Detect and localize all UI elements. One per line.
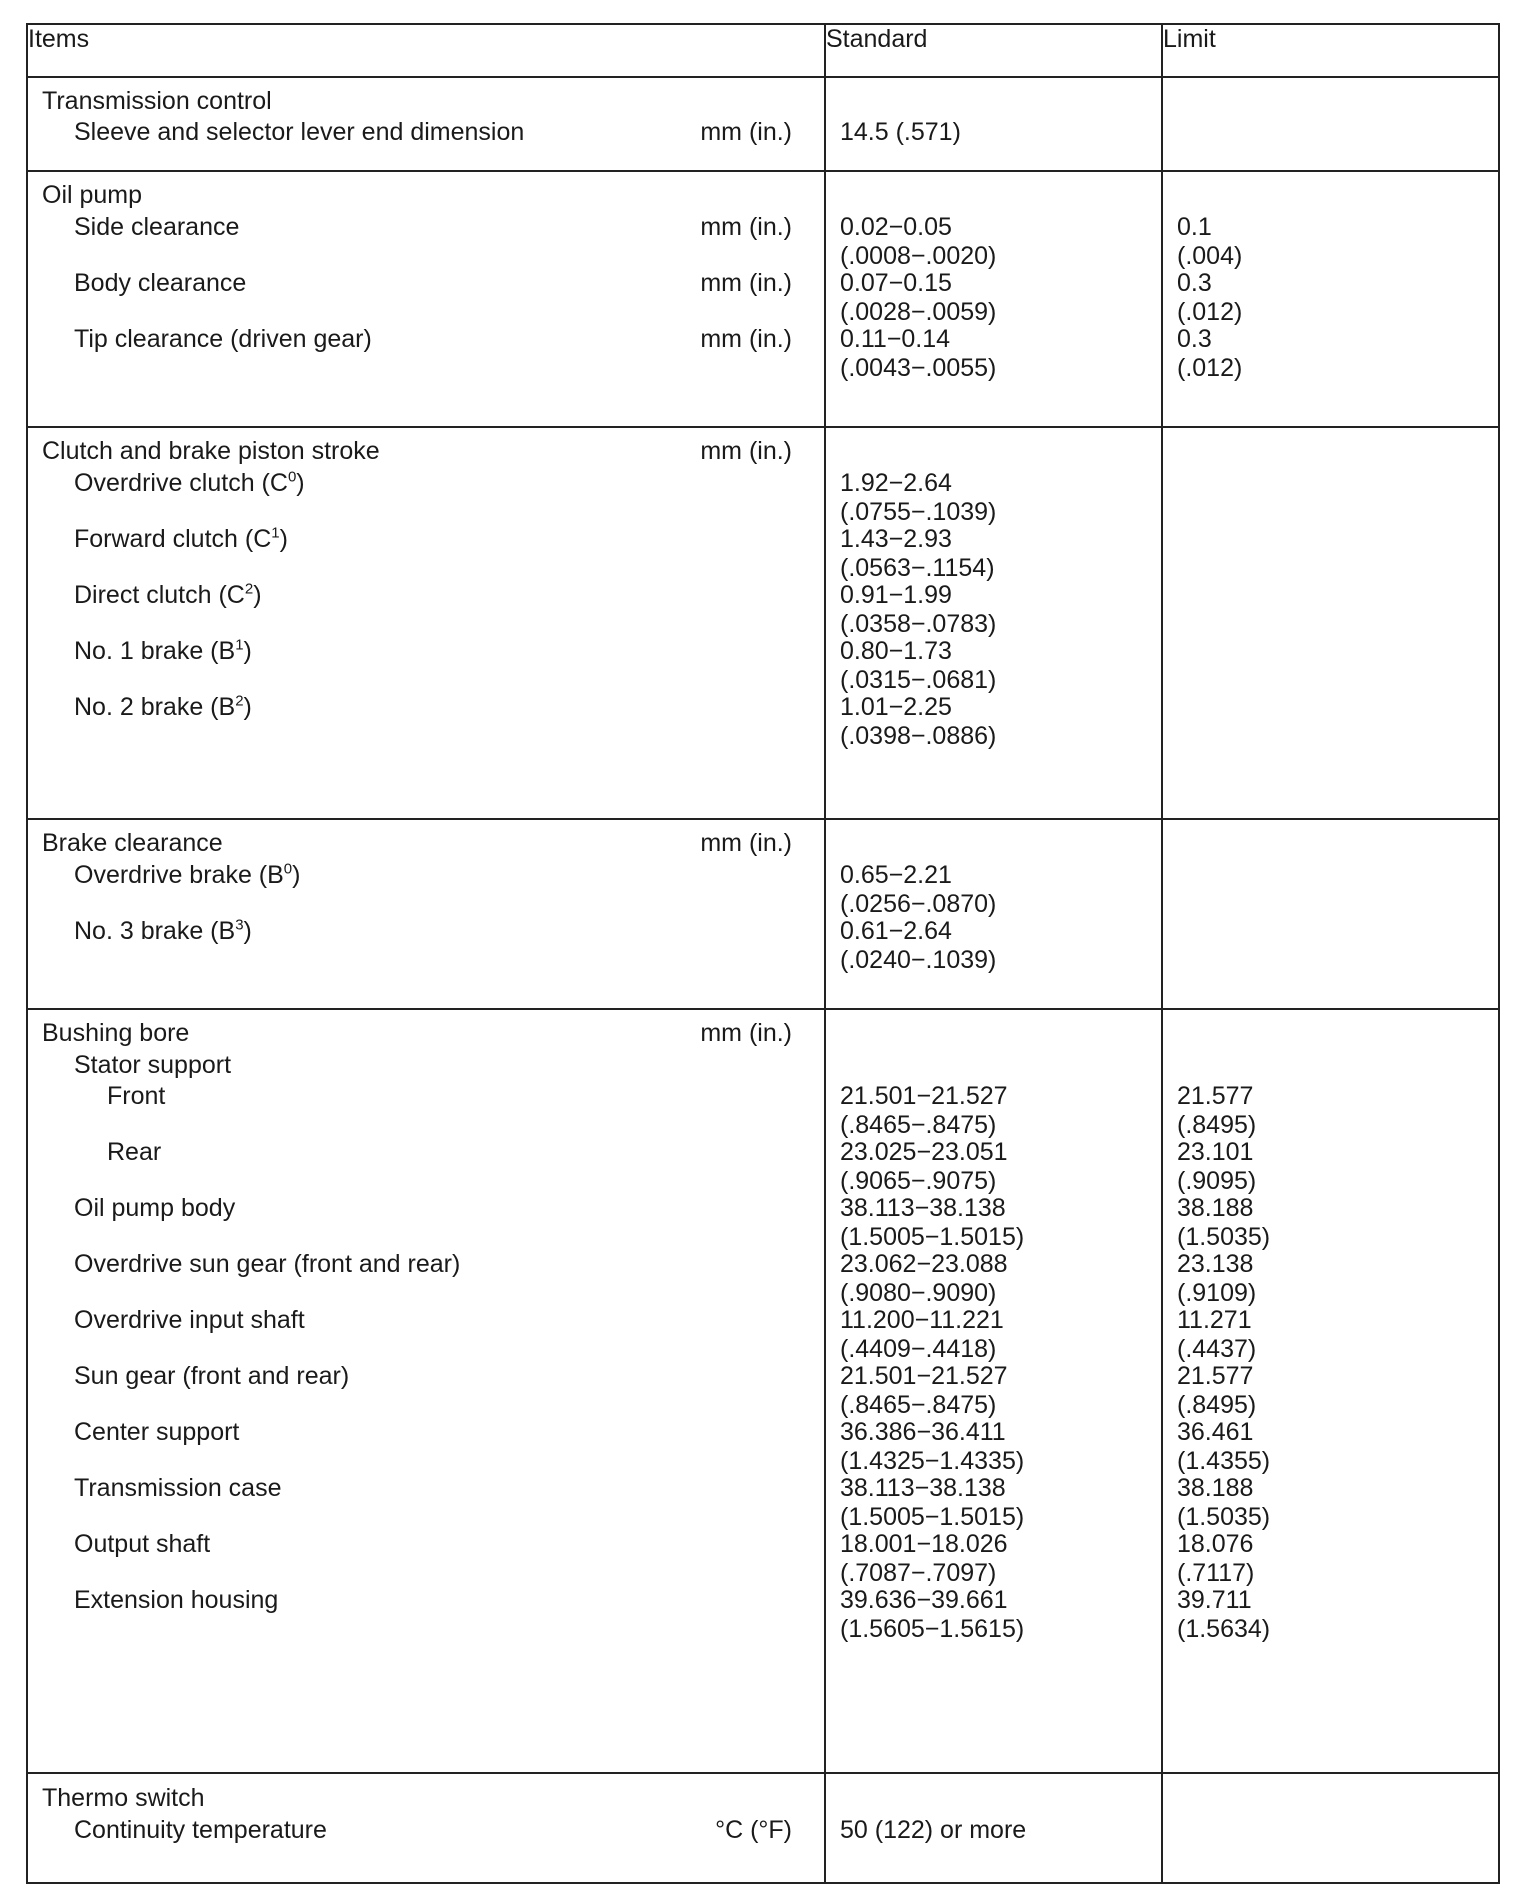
item-row [28,693,824,722]
item-label: Tip clearance (driven gear) [74,325,372,354]
item-row [28,525,824,554]
standard-value: 0.61−2.64 [840,917,952,946]
standard-value: 38.113−38.138 [840,1193,1006,1222]
items-cell [27,1773,825,1883]
item-label: Body clearance [74,269,247,298]
limit-value: 18.076 [1177,1529,1254,1558]
item-label: No. 3 brake (B [74,917,236,946]
item-label-end: ) [243,917,252,946]
item-row [28,1082,824,1111]
standard-value: (1.5005−1.5015) [840,1502,1025,1531]
limit-value: 23.138 [1177,1249,1254,1278]
standard-value: 0.80−1.73 [840,637,952,666]
item-row [28,637,824,666]
limit-value: 38.188 [1177,1193,1254,1222]
limit-cell [1162,427,1499,819]
section-title [28,1019,824,1048]
standard-cell [825,1773,1162,1883]
item-row [28,861,824,890]
standard-value: (.0755−.1039) [840,498,997,527]
standard-value: 0.91−1.99 [840,581,952,610]
item-row [28,1194,824,1223]
item-row [28,469,824,498]
limit-value: (.9095) [1177,1166,1257,1195]
standard-cell [825,819,1162,1008]
item-row [28,325,824,354]
item-row [28,1586,824,1615]
item-label-sup: 3 [235,916,244,934]
item-row [28,581,824,610]
items-cell [27,819,825,1008]
item-row [28,118,824,147]
item-label: Overdrive clutch (C [74,469,288,498]
item-label: Oil pump body [74,1193,236,1222]
item-row [28,269,824,298]
limit-value: (1.5035) [1177,1222,1271,1251]
item-label: Center support [74,1417,240,1446]
limit-value: (.7117) [1177,1558,1255,1587]
item-label-end: ) [243,637,252,666]
section-title-text: Transmission control [42,87,272,115]
item-label: Sleeve and selector lever end dimension [74,118,525,146]
limit-value: 23.101 [1177,1137,1254,1166]
item-label: Overdrive brake (B [74,861,284,890]
subgroup-title: Stator support [74,1050,232,1079]
item-label-sup: 0 [287,468,297,486]
limit-value: 38.188 [1177,1473,1254,1502]
limit-value: (.4437) [1177,1334,1257,1363]
limit-value: (.8495) [1177,1390,1257,1419]
item-row [28,1138,824,1167]
limit-cell [1162,1009,1499,1774]
item-label-sup: 1 [271,524,280,542]
item-label: No. 1 brake (B [74,637,236,666]
item-label-end: ) [279,525,288,554]
item-row [28,1418,824,1447]
standard-cell [825,427,1162,819]
standard-cell [825,171,1162,427]
limit-cell [1162,1773,1499,1883]
item-label: Overdrive sun gear (front and rear) [74,1249,461,1278]
standard-value: (1.5605−1.5615) [840,1614,1025,1643]
item-label: Output shaft [74,1529,211,1558]
item-label: Extension housing [74,1585,279,1614]
header-items: Items [27,24,825,77]
item-label: Transmission case [74,1473,282,1502]
standard-value: 0.02−0.05 [840,213,952,242]
item-label: Continuity temperature [74,1816,327,1845]
header-limit: Limit [1162,24,1499,77]
item-row [28,1474,824,1503]
section-title [28,1784,824,1813]
section-title [28,437,824,466]
standard-value: (.8465−.8475) [840,1390,997,1419]
standard-value: (.0398−.0886) [840,722,997,751]
standard-value: (.9080−.9090) [840,1278,997,1307]
standard-value: 36.386−36.411 [840,1417,1006,1446]
limit-value: (1.4355) [1177,1446,1271,1475]
standard-value: 39.636−39.661 [840,1585,1008,1614]
item-row [28,1306,824,1335]
section-row [27,171,1499,427]
standard-value: 23.062−23.088 [840,1249,1008,1278]
item-label-end: ) [296,469,305,498]
item-label: Overdrive input shaft [74,1305,305,1334]
header-standard: Standard [825,24,1162,77]
limit-value: 11.271 [1177,1305,1252,1334]
item-row [28,1362,824,1391]
limit-value: (.8495) [1177,1110,1257,1139]
limit-cell [1162,77,1499,171]
section-row [27,1773,1499,1883]
standard-value: (.0240−.1039) [840,946,997,975]
item-label-end: ) [243,693,252,722]
standard-value: 21.501−21.527 [840,1081,1008,1110]
limit-value: 0.3 [1177,269,1212,298]
unit-label: mm (in.) [700,325,792,354]
item-label-end: ) [292,861,301,890]
header-row [27,24,1499,77]
item-label: Sun gear (front and rear) [74,1361,350,1390]
section-title-text: Bushing bore [42,1018,190,1047]
limit-value: 0.3 [1177,325,1212,354]
standard-value: 23.025−23.051 [840,1137,1008,1166]
section-row [27,1009,1499,1774]
unit-label: mm (in.) [700,269,792,298]
item-label: Front [107,1081,166,1110]
standard-value: (.4409−.4418) [840,1334,997,1363]
standard-value: 21.501−21.527 [840,1361,1008,1390]
item-row [28,1530,824,1559]
limit-value: (1.5035) [1177,1502,1271,1531]
standard-value: (1.4325−1.4335) [840,1446,1025,1475]
items-cell [27,1009,825,1774]
unit-label: mm (in.) [700,118,792,146]
standard-value: (.0358−.0783) [840,610,997,639]
standard-value: (.0028−.0059) [840,298,997,327]
standard-value: (.0315−.0681) [840,666,997,695]
unit-label: mm (in.) [700,829,792,858]
section-title [28,87,824,116]
standard-value: (.8465−.8475) [840,1110,997,1139]
item-label-sup: 2 [235,692,244,710]
standard-value: (.0563−.1154) [840,554,995,583]
limit-value: (.012) [1177,298,1243,327]
limit-value: (1.5634) [1177,1614,1271,1643]
item-label: Rear [107,1137,162,1166]
items-cell [27,427,825,819]
items-cell [27,171,825,427]
limit-value: (.004) [1177,242,1243,271]
standard-value: 11.200−11.221 [840,1305,1004,1334]
limit-value: 0.1 [1177,213,1212,242]
standard-cell [825,77,1162,171]
unit-label: mm (in.) [700,1018,792,1047]
standard-value: 50 (122) or more [840,1816,1027,1845]
section-row [27,77,1499,171]
item-row [28,1250,824,1279]
section-title-text: Thermo switch [42,1784,205,1813]
items-cell [27,77,825,171]
standard-value: 1.01−2.25 [840,693,952,722]
standard-value: 38.113−38.138 [840,1473,1006,1502]
standard-value: 0.11−0.14 [840,325,951,354]
standard-value: 14.5 (.571) [840,118,961,146]
standard-value: 0.07−0.15 [840,269,952,298]
limit-cell [1162,819,1499,1008]
unit-label: mm (in.) [700,437,792,466]
item-label-end: ) [253,581,262,610]
standard-value: 1.92−2.64 [840,469,952,498]
unit-label: °C (°F) [715,1816,792,1845]
item-label: No. 2 brake (B [74,693,236,722]
standard-cell [825,1009,1162,1774]
item-row [28,917,824,946]
item-row [28,213,824,242]
limit-cell [1162,171,1499,427]
standard-value: 1.43−2.93 [840,525,952,554]
standard-value: 0.65−2.21 [840,861,952,890]
standard-value: (.0256−.0870) [840,890,997,919]
unit-label: mm (in.) [700,213,792,242]
section-title-text: Clutch and brake piston stroke [42,437,380,466]
limit-value: 39.711 [1177,1585,1252,1614]
standard-value: 18.001−18.026 [840,1529,1008,1558]
section-row [27,427,1499,819]
standard-value: (.7087−.7097) [840,1558,997,1587]
spec-body [27,77,1499,1883]
section-title-text: Brake clearance [42,829,223,858]
standard-value: (.0043−.0055) [840,354,997,383]
standard-value: (1.5005−1.5015) [840,1222,1025,1251]
section-title-text: Oil pump [42,181,143,210]
item-label-sup: 1 [235,636,244,654]
standard-value: (.0008−.0020) [840,242,997,271]
limit-value: 36.461 [1177,1417,1254,1446]
item-label: Side clearance [74,213,240,242]
section-row [27,819,1499,1008]
limit-value: (.012) [1177,354,1243,383]
item-label-sup: 2 [244,580,254,598]
section-title [28,181,824,210]
item-label: Direct clutch (C [74,581,245,610]
item-label: Forward clutch (C [74,525,272,554]
spec-table [26,23,1500,1884]
limit-value: 21.577 [1177,1081,1254,1110]
item-row [28,1816,824,1845]
limit-value: (.9109) [1177,1278,1257,1307]
standard-value: (.9065−.9075) [840,1166,997,1195]
section-title [28,829,824,858]
limit-value: 21.577 [1177,1361,1254,1390]
item-label-sup: 0 [283,860,293,878]
